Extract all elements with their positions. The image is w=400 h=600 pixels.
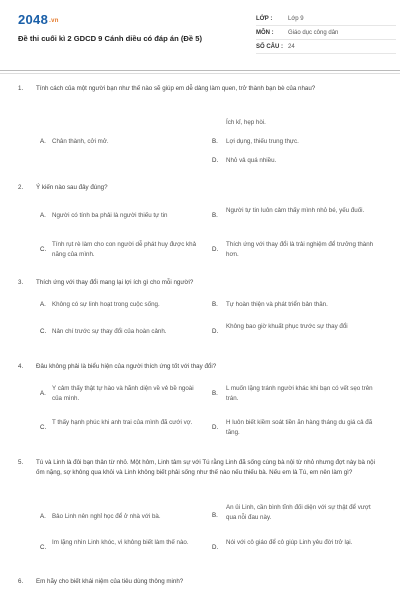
meta-key: MÔN :	[256, 29, 274, 36]
option-text: L muốn lặng tránh người khác khi bạn có vết sẹo trên trán.	[226, 385, 373, 402]
meta-value: Giáo dục công dân	[288, 29, 339, 36]
option-text: Y cảm thấy thật tự hào và hãnh diện về vẻ bề ngoài của mình.	[52, 385, 194, 402]
question-number: 6.	[18, 578, 24, 585]
logo-suffix: .vn	[49, 17, 59, 24]
question-number: 5.	[18, 459, 24, 466]
question-text: Ý kiến nào sau đây đúng?	[36, 184, 108, 191]
question-text: Em hãy cho biết khái niệm của tiêu dùng thông minh?	[36, 578, 184, 585]
header	[18, 12, 382, 60]
question-number: 4.	[18, 363, 24, 370]
option-text: Nói với cô giáo để cô giúp Linh yêu đời trở lại.	[226, 539, 353, 546]
question-text: Tính cách của một người bạn như thế nào sẽ giúp em dễ dàng làm quen, trở thành bạn bè của nhau?	[36, 85, 316, 92]
question-number: 1.	[18, 85, 24, 92]
option-text: Không bao giờ khuất phục trước sự thay đổi	[226, 323, 348, 330]
option-text: Thích ứng với thay đổi là trải nghiệm để trưởng thành hơn.	[226, 241, 374, 258]
logo-brand: 2048	[18, 12, 49, 27]
option-text: Chân thành, cởi mở.	[52, 138, 109, 145]
question-text: Thích ứng với thay đổi mang lại lợi ích gì cho mỗi người?	[36, 279, 194, 286]
document-title: Đề thi cuối kì 2 GDCD 9 Cánh diều có đáp án (Đề 5)	[18, 34, 202, 43]
question-number: 3.	[18, 279, 24, 286]
meta-key: SỐ CÂU :	[256, 43, 283, 50]
option-text: Không có sự linh hoạt trong cuộc sống.	[52, 301, 160, 308]
meta-value: Lớp 9	[288, 15, 304, 22]
option-text: Người có tính ba phải là người thiếu tự tin	[52, 212, 168, 219]
meta-table	[256, 12, 396, 54]
option-text: Tính rụt rè làm cho con người dễ phát huy được khả năng của mình.	[52, 241, 197, 258]
page: 2048.vn Đề thi cuối kì 2 GDCD 9 Cánh diều có đáp án (Đề 5) LỚP : Lớp 9 MÔN : Giáo dục công dân SỐ CÂU : 24 1. Tính cách của một người bạn như thế nào sẽ giúp em dễ dàng làm quen, trở thành bạn bè của nhau? A. Chân thành, cởi mở. Ích kỉ, hẹp hòi. B. Lợi dụng, thiếu trung thực. D. Nhỏ vả quá nhiều. 2. Ý kiến nào sau đây đúng? A. Người có tính ba phải là người thiếu tự tin B. Người tự tin luôn cảm thấy mình nhỏ bé, yếu đuối. C. Tính rụt rè làm cho con người dễ phát huy được khả năng của mình. D. Thích ứng với thay đổi là trải nghiệm để trưởng thành hơn. 3. Thích ứng với thay đổi mang lại lợi ích gì cho mỗi người? A. Không có sự linh hoạt trong cuộc sống. B. Tự hoàn thiện và phát triển bản thân. C. Nản chí trước sự thay đổi của hoàn cảnh. D. Không bao giờ khuất phục trước sự thay đổi 4. Đâu không phải là biểu hiện của người thích ứng tốt với thay đổi? A. Y cảm thấy thật tự hào và hãnh diện về vẻ bề ngoài của mình. B. L muốn lặng tránh người khác khi bạn có vết sẹo trên trán. C. T thấy hạnh phúc khi anh trai của mình đã cưới vợ. D. H luôn biết kiềm soát tiền ăn hàng tháng du giá cả đã tăng. 5. Tú và Linh là đôi bạn thân từ nhỏ. Một hôm, Linh tâm sự với Tú rằng Linh đã sống cùng bà nội từ nhỏ nhưng đợt này bà nội ốm nặng, sợ không qua khỏi và Linh không biết phải sống như thế nào nếu thiếu bà. Nếu em là Tú, em nên làm gì? A. Bảo Linh nên nghỉ học để ở nhà với bà. B. An ủi Linh, cần bình tĩnh đối diện với sự thật để vượt qua nỗi đau này. C. Im lặng nhìn Linh khóc, vì không biết làm thế nào. D. Nói với cô giáo để cô giúp Linh yêu đời trở lại. 6. Em hãy cho biết khái niệm của tiêu dùng thông minh?	[0, 0, 400, 600]
option-text: Tự hoàn thiện và phát triển bản thân.	[226, 301, 328, 308]
site-logo[interactable]	[18, 12, 59, 27]
meta-row-count	[256, 40, 396, 54]
option-text: Nhỏ vả quá nhiều.	[226, 157, 277, 164]
meta-row-subject	[256, 26, 396, 40]
option-text: H luôn biết kiềm soát tiền ăn hàng tháng du giá cả đã tăng.	[226, 419, 373, 436]
divider	[0, 70, 400, 71]
option-text: T thấy hạnh phúc khi anh trai của mình đã cưới vợ.	[52, 419, 193, 426]
divider	[0, 73, 400, 74]
meta-key: LỚP :	[256, 15, 273, 22]
question-text: Đâu không phải là biểu hiện của người thích ứng tốt với thay đổi?	[36, 363, 217, 370]
option-text: An ủi Linh, cần bình tĩnh đối diện với sự thật để vượt qua nỗi đau này.	[226, 504, 371, 521]
option-text: Bảo Linh nên nghỉ học để ở nhà với bà.	[52, 513, 161, 520]
meta-value: 24	[288, 43, 295, 50]
option-text: Im lặng nhìn Linh khóc, vì không biết làm thế nào.	[52, 539, 189, 546]
option-text: Nản chí trước sự thay đổi của hoàn cảnh.	[52, 328, 167, 335]
question-number: 2.	[18, 184, 24, 191]
meta-row-class	[256, 12, 396, 26]
option-text: Ích kỉ, hẹp hòi.	[226, 119, 266, 126]
option-text: Lợi dụng, thiếu trung thực.	[226, 138, 299, 145]
option-text: Người tự tin luôn cảm thấy mình nhỏ bé, yếu đuối.	[226, 207, 365, 214]
question-text: Tú và Linh là đôi bạn thân từ nhỏ. Một hôm, Linh tâm sự với Tú rằng Linh đã sống cùng bà nội từ nhỏ nhưng đợt này bà nội ốm nặng, sợ không qua khỏi và Linh không biết phải sống như thế nào nếu thiếu bà. Nếu em là Tú, em nên làm gì?	[36, 459, 375, 476]
